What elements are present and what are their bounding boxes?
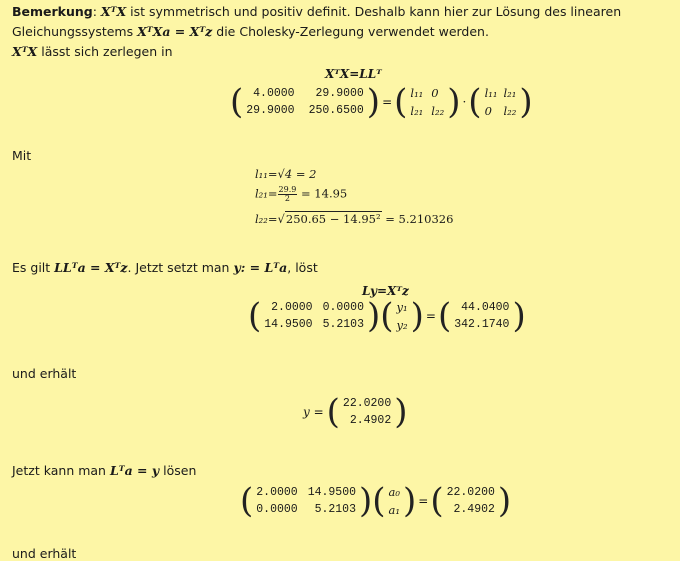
- eq4-row: ( 2.0000 14.9500 0.0000 5.2103 ) ( a₀ a₁ ) = ( 22.0200 2.4902 ): [240, 481, 512, 521]
- matrix-l-numeric: [261, 301, 367, 331]
- vector-cell: 342.1740: [454, 318, 510, 331]
- l11-formula: l₁₁=√4 = 2: [255, 167, 317, 181]
- math-lta-y: Lᵀa = y: [109, 463, 160, 478]
- vector-cell: y₁: [396, 300, 408, 314]
- matrix-lt: [482, 86, 520, 118]
- mit-label: Mit: [12, 148, 32, 163]
- matrix-cell: 29.9000: [315, 87, 364, 100]
- vector-cell: a₁: [388, 503, 400, 517]
- equals-sign: =: [382, 95, 393, 109]
- vector-cell: 2.4902: [349, 414, 392, 427]
- fraction-denominator: 2: [284, 194, 290, 203]
- step2-text-part: Es gilt: [12, 260, 55, 275]
- equals-sign: =: [425, 309, 436, 323]
- vector-cell: 22.0200: [446, 486, 495, 499]
- eq2-title: Ly=Xᵀz: [362, 284, 409, 298]
- matrix-cell: l₂₂: [503, 104, 517, 118]
- l22-line: [255, 212, 453, 226]
- matrix-cell: l₁₁: [410, 86, 424, 100]
- math-llta: LLᵀa = Xᵀz: [54, 260, 128, 275]
- matrix-cell: 4.0000: [253, 87, 295, 100]
- matrix-cell: 5.2103: [314, 503, 356, 516]
- vector-y: [394, 300, 411, 332]
- step2-text: [12, 260, 318, 275]
- matrix-cell: l₂₂: [431, 104, 445, 118]
- vector-a: [386, 485, 403, 517]
- matrix-cell: l₁₁: [484, 86, 498, 100]
- math-xtx: XᵀX: [12, 44, 38, 59]
- intro-line-3: [12, 44, 173, 59]
- dot-operator: ·: [462, 95, 467, 109]
- step2-text-part: , löst: [287, 260, 318, 275]
- eq1-row: ( 4.0000 29.9000 29.9000 250.6500 ) = ( l₁₁ 0 l₂₁ l₂₂ ) · ( l₁₁ l₂₁ 0 l₂₂ ): [230, 82, 533, 122]
- matrix-cell: 2.0000: [256, 486, 298, 499]
- l22-rhs: = 5.210326: [381, 212, 454, 226]
- step3-text-part: Jetzt kann man: [12, 463, 110, 478]
- vector-cell: y₂: [396, 318, 408, 332]
- intro-text: ist symmetrisch und positiv definit. Deshalb kann hier zur Lösung des linearen: [126, 4, 622, 19]
- matrix-cell: 2.0000: [271, 301, 313, 314]
- matrix-cell: l₂₁: [410, 104, 424, 118]
- matrix-cell: 29.9000: [246, 104, 295, 117]
- l21-line: [255, 186, 347, 203]
- matrix-xtx: [243, 87, 367, 117]
- eq2-row: ( 2.0000 0.0000 14.9500 5.2103 ) ( y₁ y₂ ) = ( 44.0400 342.1740 ): [248, 296, 526, 336]
- matrix-cell: 5.2103: [322, 318, 364, 331]
- vector-cell: a₀: [388, 485, 400, 499]
- l21-lhs: l₂₁=: [255, 186, 278, 201]
- intro-text: lässt sich zerlegen in: [37, 44, 173, 59]
- matrix-cell: 250.6500: [308, 104, 364, 117]
- math-system: XᵀXa = Xᵀz: [137, 24, 213, 39]
- matrix-cell: 14.9500: [264, 318, 313, 331]
- math-y-def: y: = Lᵀa: [233, 260, 288, 275]
- matrix-l: [407, 86, 447, 118]
- matrix-cell: 0.0000: [322, 301, 364, 314]
- matrix-cell: 0: [484, 104, 492, 118]
- vector-y-rhs: [444, 486, 498, 516]
- intro-text: Gleichungssystems: [12, 24, 138, 39]
- remark-label: Bemerkung: [12, 4, 93, 19]
- vector-cell: 2.4902: [453, 503, 495, 516]
- fraction: [278, 186, 298, 203]
- vector-cell: 22.0200: [342, 397, 392, 410]
- l11-line: [255, 167, 316, 181]
- eq1-title: XᵀX=LLᵀ: [325, 67, 382, 81]
- vector-cell: 44.0400: [461, 301, 510, 314]
- vector-y-result: [340, 397, 394, 427]
- fraction-numerator: 29.9: [278, 185, 297, 194]
- matrix-cell: l₂₁: [503, 86, 517, 100]
- sqrt-radicand: 250.65 − 14.95²: [285, 212, 381, 226]
- intro-line-1: [12, 4, 621, 19]
- step3-text: [12, 463, 196, 478]
- und-erhaelt-2: und erhält: [12, 546, 77, 561]
- matrix-lt-numeric: [253, 486, 359, 516]
- matrix-cell: 0.0000: [256, 503, 298, 516]
- matrix-cell: 14.9500: [307, 486, 356, 499]
- y-lhs: y =: [303, 405, 324, 419]
- step2-text-part: . Jetzt setzt man: [127, 260, 234, 275]
- l22-lhs: l₂₂=√: [255, 212, 285, 226]
- intro-text: die Cholesky-Zerlegung verwendet werden.: [212, 24, 489, 39]
- und-erhaelt-1: und erhält: [12, 366, 77, 381]
- equals-sign: =: [418, 494, 429, 508]
- l21-rhs: = 14.95: [297, 186, 348, 201]
- eq3-row: y = ( 22.0200 2.4902 ): [303, 392, 408, 432]
- math-xtx: XᵀX: [100, 4, 127, 19]
- intro-text: :: [92, 4, 101, 19]
- vector-xtz: [451, 301, 512, 331]
- step3-text-part: lösen: [159, 463, 197, 478]
- intro-line-2: [12, 24, 489, 39]
- matrix-cell: 0: [431, 86, 439, 100]
